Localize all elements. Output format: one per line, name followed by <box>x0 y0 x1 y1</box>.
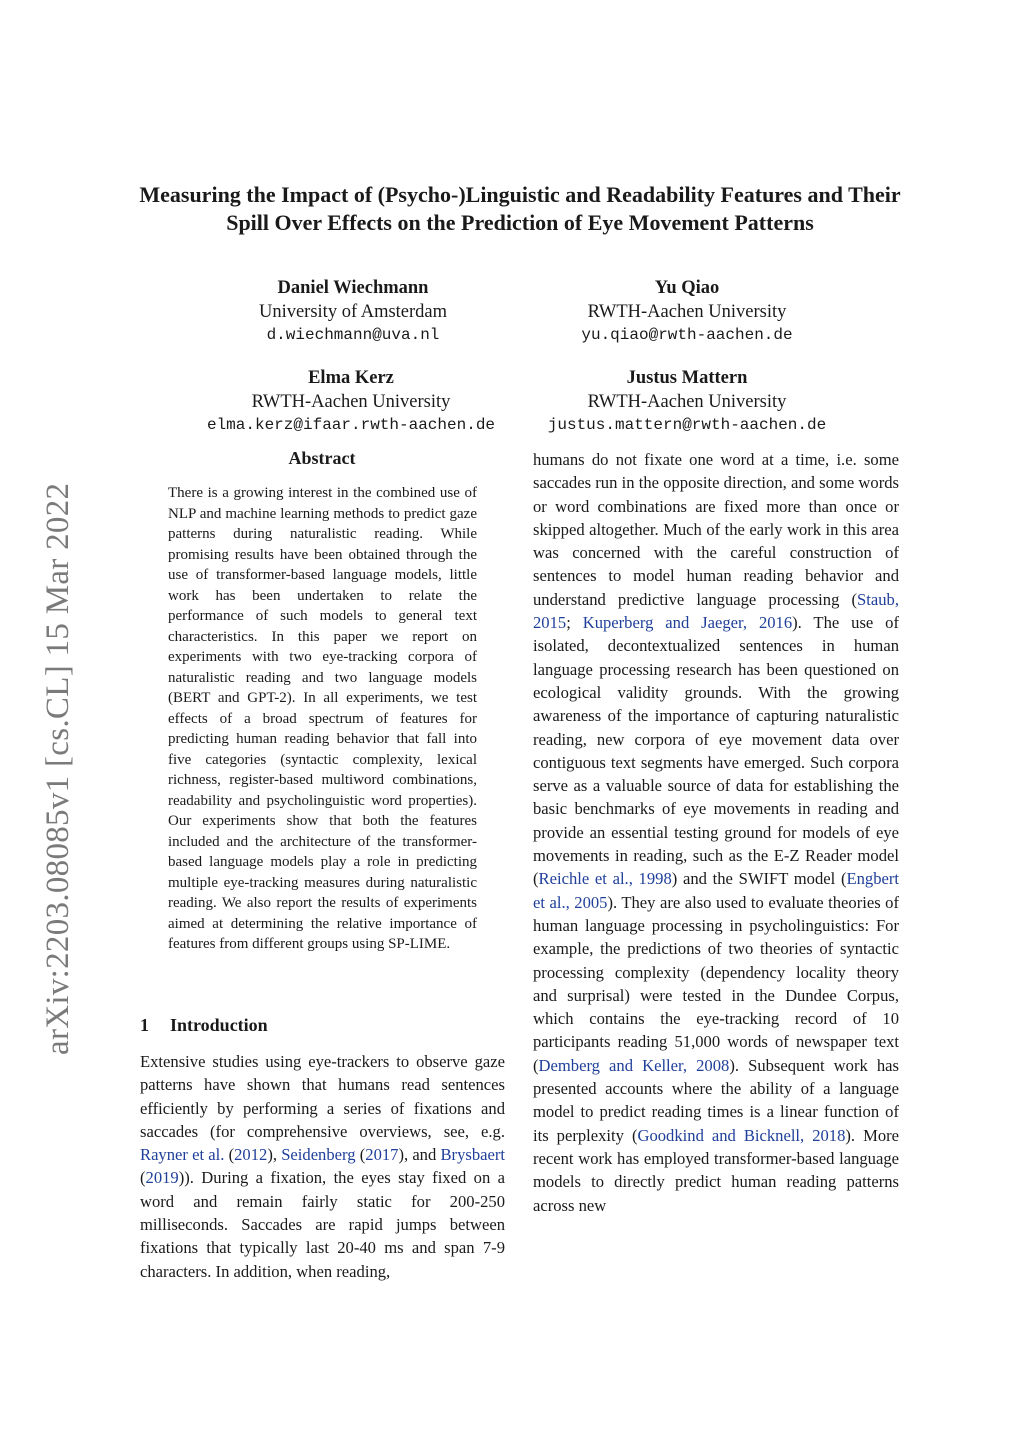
intro-paragraph-right: humans do not fixate one word at a time, i.e. some saccades run in the opposite direction, and some words or word combinations are fixed more than once or skipped altogether. Much of the early work in this area was concerned with the careful construction of sentences to model human reading behavior and understand predictive language processing (Staub, 2015; Kuperberg and Jaeger, 2016). The use of isolated, decontextualized sentences in human language processing research has been questioned on ecological validity grounds. With the growing awareness of the importance of capturing naturalistic reading, new corpora of eye movement data over contiguous text segments have emerged. Such corpora serve as a valuable source of data for establishing the basic benchmarks of eye movements in reading and provide an essential testing ground for models of eye movements in reading, such as the E-Z Reader model (Reichle et al., 1998) and the SWIFT model (Engbert et al., 2005). They are also used to evaluate theories of human language processing in psycholinguistics: For example, the predictions of two theories of syntactic processing complexity (dependency locality theory and surprisal) were tested in the Dundee Corpus, which contains the eye-tracking record of 10 participants reading 51,000 words of newspaper text (Demberg and Keller, 2008). Subsequent work has presented accounts where the ability of a language model to predict reading times is a linear function of its perplexity (Goodkind and Bicknell, 2018). More recent work has employed transformer-based language models to directly predict human reading patterns across new <box>533 450 900 1215</box>
citation-link[interactable]: Demberg and Keller, 2008 <box>538 1055 730 1075</box>
paper-title: Measuring the Impact of (Psycho-)Linguistic and Readability Features and Their Spill Over Effects on the Prediction of Eye Movement Patterns <box>139 182 901 235</box>
author-email[interactable]: elma.kerz@ifaar.rwth-aachen.de <box>206 416 496 434</box>
author-affiliation: RWTH-Aachen University <box>587 302 787 322</box>
author-block <box>163 276 543 346</box>
abstract-text: There is a growing interest in the combined use of NLP and machine learning methods to predict gaze patterns during naturalistic reading. While promising results have been obtained through the use of transformer-based language models, little work has been undertaken to relate the performance of such models to general text characteristics. In this paper we report on experiments with two eye-tracking corpora of naturalistic reading and two language models (BERT and GPT-2). In all experiments, we test effects of a broad spectrum of features for predicting human reading behavior that fall into five categories (syntactic complexity, lexical richness, register-based multiword combinations, readability and psycholinguistic word properties). Our experiments show that both the features included and the architecture of the transformer-based language models play a role in predicting multiple eye-tracking measures during naturalistic reading. We also report the results of experiments aimed at determining the relative importance of features from different groups using SP-LIME. <box>168 485 477 952</box>
citation-link[interactable]: 2012 <box>234 1145 268 1165</box>
author-name: Elma Kerz <box>308 368 394 388</box>
author-block <box>161 366 541 436</box>
author-name: Daniel Wiechmann <box>277 278 429 298</box>
citation-link[interactable]: Rayner et al. <box>140 1145 225 1165</box>
abstract-heading: Abstract <box>288 448 356 468</box>
author-email[interactable]: d.wiechmann@uva.nl <box>266 326 440 344</box>
citation-link[interactable]: Reichle et al., 1998 <box>538 869 672 889</box>
citation-link[interactable]: Seidenberg <box>281 1145 356 1165</box>
citation-link[interactable]: 2017 <box>365 1145 399 1165</box>
author-affiliation: University of Amsterdam <box>258 302 448 322</box>
author-email[interactable]: yu.qiao@rwth-aachen.de <box>581 326 793 344</box>
author-affiliation: RWTH-Aachen University <box>251 392 451 412</box>
citation-link[interactable]: Goodkind and Bicknell, 2018 <box>637 1125 846 1145</box>
section-number: 1 <box>140 1015 149 1035</box>
author-block <box>497 366 877 436</box>
citation-link[interactable]: Engbert et al., 2005 <box>533 869 900 912</box>
citation-link[interactable]: Brysbaert <box>440 1145 505 1165</box>
citation-link[interactable]: Kuperberg and Jaeger, 2016 <box>582 613 793 633</box>
author-name: Yu Qiao <box>654 278 720 298</box>
author-block <box>497 276 877 346</box>
section-heading <box>140 1013 268 1037</box>
citation-link[interactable]: Staub, 2015 <box>533 589 899 633</box>
section-title: Introduction <box>170 1015 268 1035</box>
author-name: Justus Mattern <box>626 368 748 388</box>
intro-paragraph-left: Extensive studies using eye-trackers to observe gaze patterns have shown that humans read sentences efficiently by performing a series of fixations and saccades (for comprehensive overviews, see, e.g. Rayner et al. (2012), Seidenberg (2017), and Brysbaert (2019)). During a fixation, the eyes stay fixed on a word and remain fairly static for 200-250 milliseconds. Saccades are rapid jumps between fixations that typically last 20-40 ms and span 7-9 characters. In addition, when reading, <box>140 1052 505 1281</box>
citation-link[interactable]: 2019 <box>145 1168 179 1188</box>
author-affiliation: RWTH-Aachen University <box>587 392 787 412</box>
author-email[interactable]: justus.mattern@rwth-aachen.de <box>547 416 827 434</box>
arxiv-identifier: arXiv:2203.08085v1 [cs.CL] 15 Mar 2022 <box>40 482 76 1055</box>
